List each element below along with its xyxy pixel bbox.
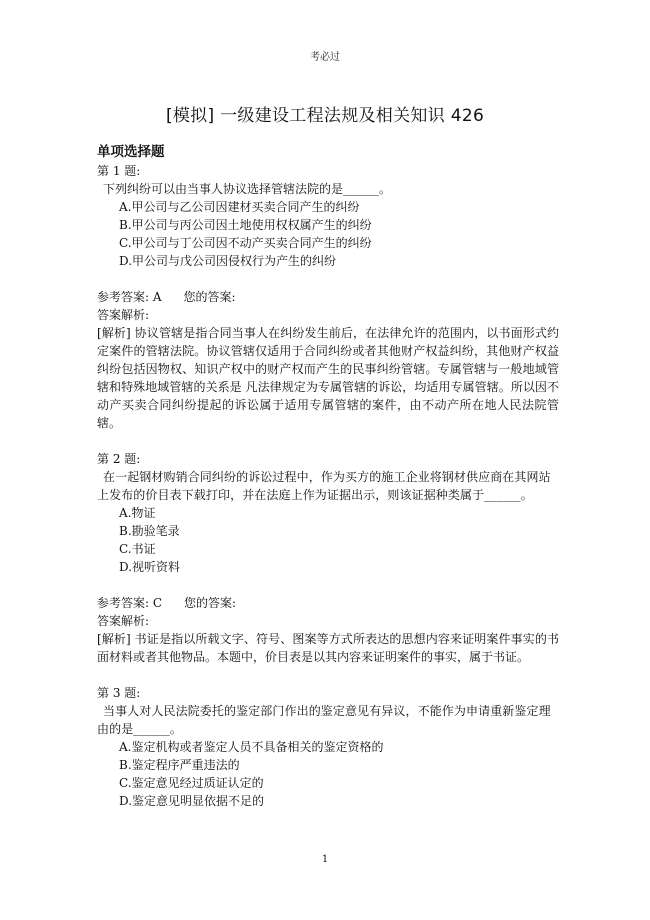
option-list [97, 198, 559, 270]
question-stem: 下列纠纷可以由当事人协议选择管辖法院的是______。 [103, 182, 392, 196]
option-a: A.甲公司与乙公司因建材买卖合同产生的纠纷 [119, 200, 360, 214]
answer-line [97, 288, 559, 306]
option-list [97, 738, 559, 810]
answer-line [97, 594, 559, 612]
option-list [97, 504, 559, 576]
analysis-text: [解析] 协议管辖是指合同当事人在纠纷发生前后，在法律允许的范围内，以书面形式约定案件的管辖法院。协议管辖仅适用于合同纠纷或者其他财产权益纠纷，其他财产权益纠纷包括因物权、知识产权中的财产权而产生的民事纠纷管辖。专属管辖与一般地域管辖和特殊地域管辖的关系是 凡法律规定为专属管辖的诉讼，均适用专属管辖。所以因不动产买卖合同纠纷提起的诉讼属于适用专属管辖的案件，由不动产所在地人民法院管辖。 [97, 326, 559, 430]
option-d: D.甲公司与戊公司因侵权行为产生的纠纷 [119, 254, 337, 268]
page-header: 考必过 [310, 52, 340, 63]
analysis-text: [解析] 书证是指以所载文字、符号、图案等方式所表达的思想内容来证明案件事实的书面材料或者其他物品。本题中，价目表是以其内容来证明案件的事实，属于书证。 [97, 632, 559, 664]
analysis-label: 答案解析: [97, 308, 150, 322]
option-d: D.视听资料 [119, 560, 181, 574]
question-1 [97, 162, 559, 432]
question-stem: 在一起钢材购销合同纠纷的诉讼过程中，作为买方的施工企业将钢材供应商在其网站上发布的价目表下载打印，并在法庭上作为证据出示，则该证据种类属于______。 [97, 470, 551, 502]
option-a: A.物证 [119, 506, 156, 520]
question-2 [97, 450, 559, 666]
reference-answer: 参考答案: C [97, 596, 163, 610]
option-b: B.勘验笔录 [119, 524, 180, 538]
question-3 [97, 684, 559, 810]
your-answer: 您的答案: [183, 290, 236, 304]
section-heading: 单项选择题 [97, 144, 165, 160]
reference-answer: 参考答案: A [97, 290, 162, 304]
page-number: 1 [321, 854, 329, 865]
question-stem: 当事人对人民法院委托的鉴定部门作出的鉴定意见有异议，不能作为申请重新鉴定理由的是______。 [97, 704, 551, 736]
option-b: B.鉴定程序严重违法的 [119, 758, 240, 772]
question-number: 第 1 题: [97, 164, 141, 178]
option-c: C.书证 [119, 542, 156, 556]
option-b: B.甲公司与丙公司因土地使用权权属产生的纠纷 [119, 218, 372, 232]
option-a: A.鉴定机构或者鉴定人员不具备相关的鉴定资格的 [119, 740, 384, 754]
your-answer: 您的答案: [184, 596, 237, 610]
document-title: [模拟] 一级建设工程法规及相关知识 426 [165, 106, 485, 126]
analysis-label: 答案解析: [97, 614, 150, 628]
question-number: 第 2 题: [97, 452, 141, 466]
document-body [97, 143, 559, 810]
question-number: 第 3 题: [97, 686, 141, 700]
option-d: D.鉴定意见明显依据不足的 [119, 794, 265, 808]
option-c: C.鉴定意见经过质证认定的 [119, 776, 264, 790]
option-c: C.甲公司与丁公司因不动产买卖合同产生的纠纷 [119, 236, 372, 250]
